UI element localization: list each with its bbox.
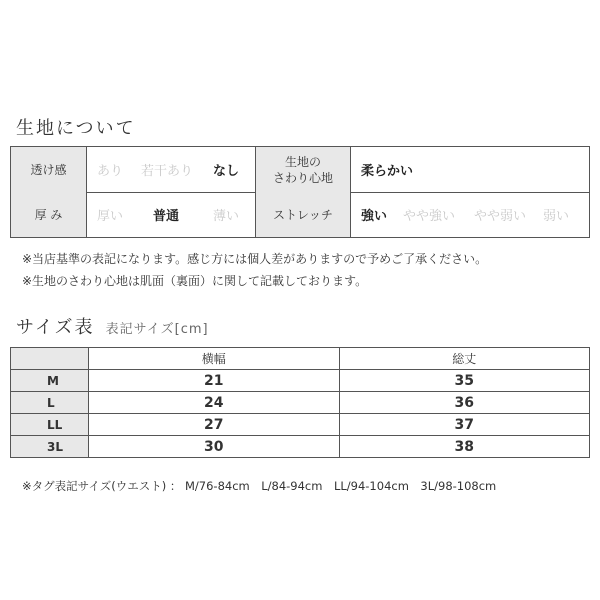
- size-table: [10, 347, 590, 458]
- size-label-ll: LL: [11, 414, 89, 436]
- header-texture: [255, 147, 351, 192]
- size-subtitle: 表記サイズ[cm]: [105, 322, 209, 337]
- fabric-section-title: 生地について: [16, 118, 136, 139]
- fabric-table: [10, 146, 590, 238]
- header-stretch: ストレッチ: [255, 192, 351, 237]
- header-texture-label: 生地の さわり心地: [272, 154, 333, 185]
- size-row-3l: [11, 436, 590, 458]
- width-3l: 30: [89, 436, 340, 458]
- fabric-row-thickness: [11, 192, 589, 237]
- fabric-note-1: ※当店基準の表記になります。感じ方には個人差がありますので予めご了承ください。: [22, 252, 488, 266]
- size-row-l: [11, 392, 590, 414]
- size-label-m: M: [11, 370, 89, 392]
- fabric-note-2: ※生地のさわり心地は肌面（裏面）に関して記載しております。: [22, 274, 368, 288]
- length-3l: 38: [339, 436, 590, 458]
- option-yaya-yowai: やや弱い: [474, 209, 527, 224]
- width-ll: 27: [89, 414, 340, 436]
- width-l: 24: [89, 392, 340, 414]
- length-l: 36: [339, 392, 590, 414]
- tag-size-note: ※タグ表記サイズ(ウエスト) ： M/76-84cm L/84-94cm LL/94-104cm 3L/98-108cm: [22, 479, 497, 493]
- col-length: 総丈: [339, 348, 590, 370]
- fabric-row-transparency: [11, 147, 589, 193]
- size-label-3l: 3L: [11, 436, 89, 458]
- length-ll: 37: [339, 414, 590, 436]
- option-yaya-tsuyoi: やや強い: [403, 209, 456, 224]
- header-transparency: 透け感: [11, 147, 87, 192]
- size-section-title: サイズ表: [16, 317, 95, 338]
- col-width: 横幅: [89, 348, 340, 370]
- size-heading: [16, 313, 209, 339]
- size-row-m: [11, 370, 590, 392]
- header-thickness: 厚 み: [11, 192, 87, 237]
- option-yowai: 弱い: [543, 209, 570, 224]
- width-m: 21: [89, 370, 340, 392]
- option-futsuu: 普通: [153, 209, 180, 224]
- option-jakkan-ari: 若干あり: [141, 164, 194, 179]
- option-ari: あり: [97, 164, 124, 179]
- option-nashi: なし: [213, 164, 240, 179]
- option-tsuyoi: 強い: [361, 209, 388, 224]
- size-corner-cell: [11, 348, 89, 370]
- option-usui: 薄い: [213, 209, 240, 224]
- length-m: 35: [339, 370, 590, 392]
- option-yawarakai: 柔らかい: [361, 164, 414, 179]
- size-label-l: L: [11, 392, 89, 414]
- size-header-row: [11, 348, 590, 370]
- option-atsui: 厚い: [97, 209, 124, 224]
- size-row-ll: [11, 414, 590, 436]
